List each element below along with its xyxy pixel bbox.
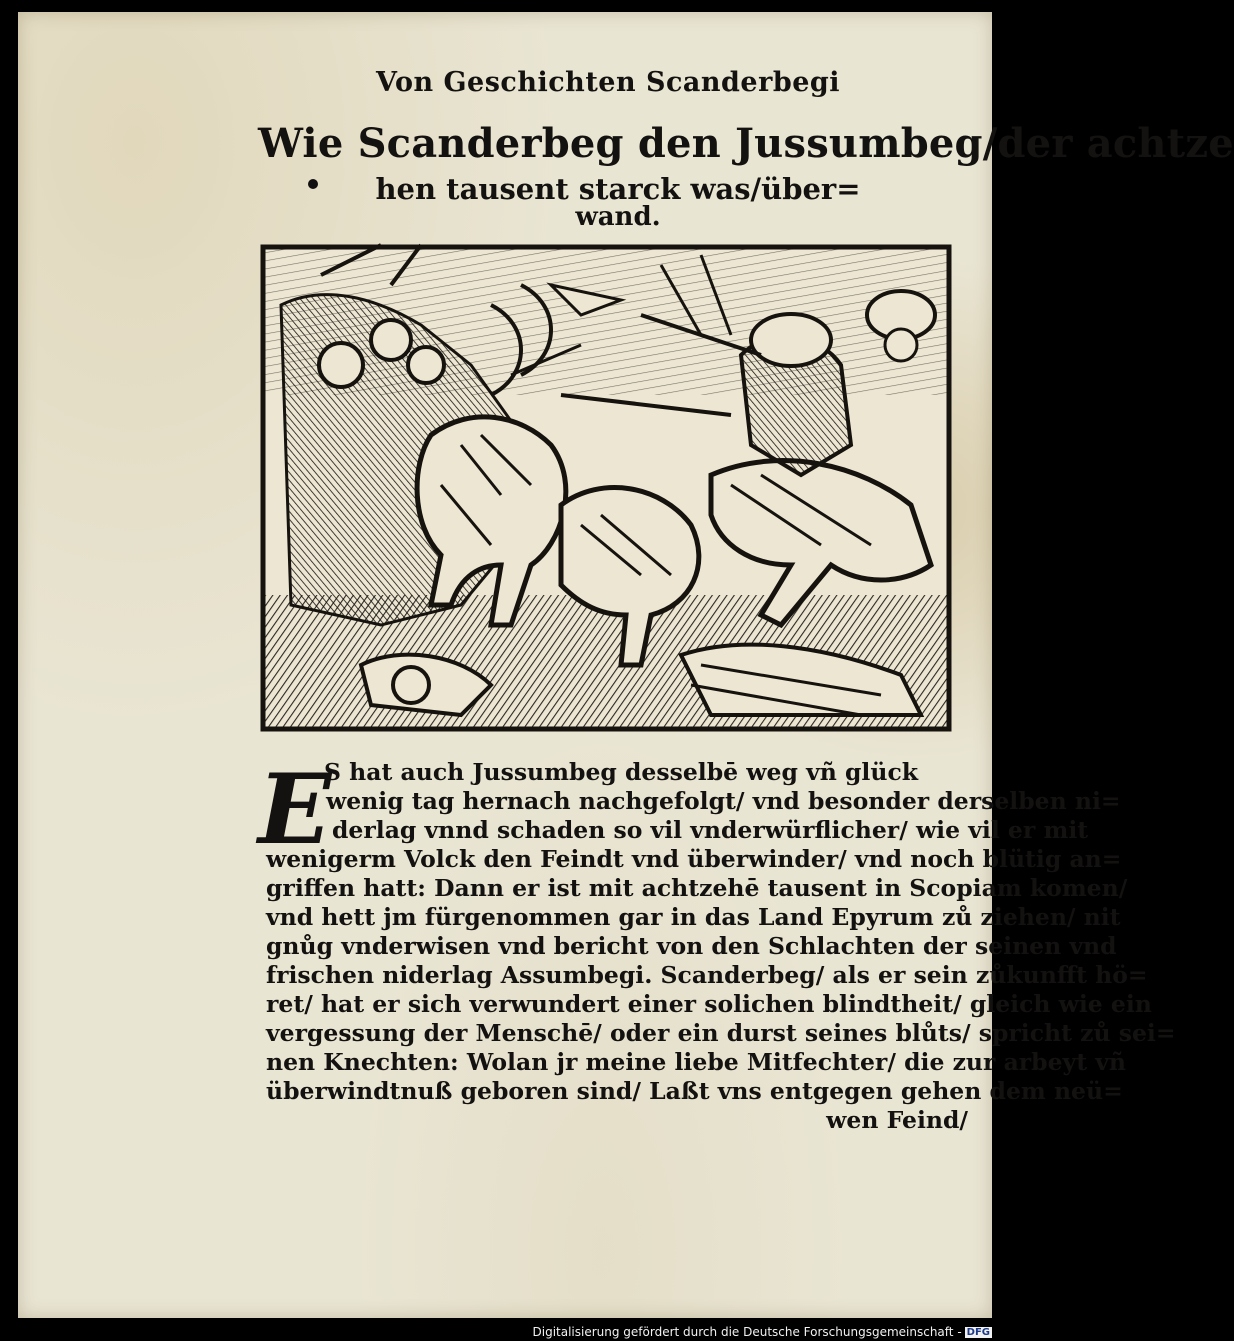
text-line-13: wen Feind/ (826, 1106, 968, 1134)
text-line-5: griffen hatt: Dann er ist mit achtzehē tausent in Scopiam komen/ (266, 874, 1128, 902)
battle-scene-woodcut (261, 245, 951, 731)
text-line-4: wenigerm Volck den Feindt vnd überwinder/ vnd noch blütig an= (266, 845, 1122, 873)
digitization-footer (533, 1325, 993, 1339)
text-line-8: frischen niderlag Assumbegi. Scanderbeg/ als er sein zůkunfft hö= (266, 961, 1148, 989)
chapter-title-line-3: wand. (575, 202, 661, 232)
book-page (18, 12, 1234, 1318)
text-line-1: S hat auch Jussumbeg desselbē weg vñ glück (324, 758, 919, 786)
drop-cap-initial: E (258, 753, 332, 866)
running-head: Von Geschichten Scanderbegi (375, 67, 841, 98)
text-line-9: ret/ hat er sich verwundert einer solichen blindtheit/ gleich wie ein (266, 990, 1152, 1018)
text-line-11: nen Knechten: Wolan jr meine liebe Mitfechter/ die zur arbeyt vñ (266, 1048, 1126, 1076)
text-line-10: vergessung der Menschē/ oder ein durst seines blůts/ spricht zů sei= (266, 1019, 1176, 1047)
woodcut-illustration-icon (261, 245, 951, 731)
chapter-title-line-2: hen tausent starck was/über= (375, 172, 861, 206)
chapter-title-line-1: Wie Scanderbeg den Jussumbeg/der achtze (258, 120, 1234, 167)
text-line-12: überwindtnuß geboren sind/ Laßt vns entgegen gehen dem neü= (266, 1077, 1123, 1105)
text-line-3: derlag vnnd schaden so vil vnderwürflicher/ wie vil er mit (332, 816, 1089, 844)
ink-dot-mark (308, 179, 318, 189)
text-line-2: wenig tag hernach nachgefolgt/ vnd besonder derselben ni= (326, 787, 1121, 815)
text-line-6: vnd hett jm fürgenommen gar in das Land Epyrum zů ziehen/ nit (266, 903, 1121, 931)
text-line-7: gnůg vnderwisen vnd bericht von den Schlachten der seinen vnd (266, 932, 1117, 960)
body-text (258, 753, 1176, 1135)
dfg-logo-icon: DFG (966, 1327, 990, 1338)
footer-credit: Digitalisierung gefördert durch die Deutsche Forschungsgemeinschaft - (532, 1325, 962, 1339)
